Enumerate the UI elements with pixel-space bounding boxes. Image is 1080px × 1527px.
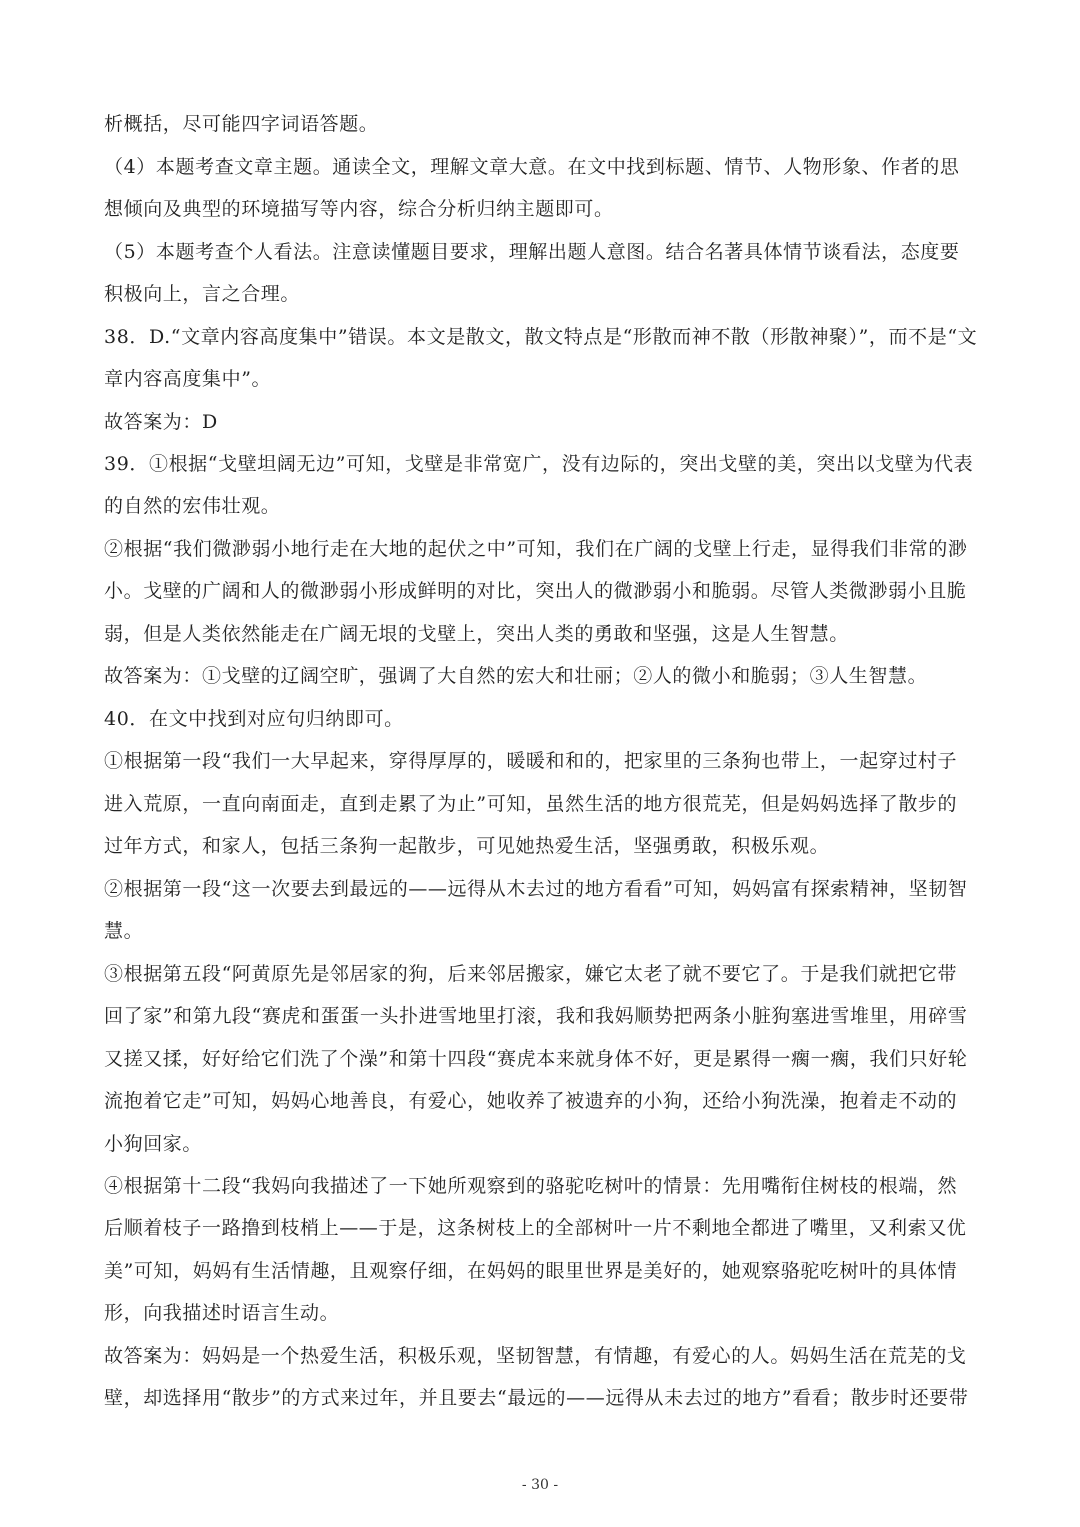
text-line: 弱，但是人类依然能走在广阔无垠的戈壁上，突出人类的勇敢和坚强，这是人生智慧。 [104, 623, 849, 645]
text-line: （5）本题考查个人看法。注意读懂题目要求，理解出题人意图。结合名著具体情节谈看法，态度要 [104, 241, 960, 263]
text-line: ②根据第一段“这一次要去到最远的——远得从木去过的地方看看”可知，妈妈富有探索精神，坚韧智 [104, 878, 968, 900]
text-line: 的自然的宏伟壮观。 [104, 495, 281, 517]
text-line: 小狗回家。 [104, 1133, 203, 1155]
page-number: - 30 - [521, 1477, 559, 1493]
text-line: 形，向我描述时语言生动。 [104, 1302, 340, 1324]
text-line: （4）本题考查文章主题。通读全文，理解文章大意。在文中找到标题、情节、人物形象、作者的思 [104, 156, 960, 178]
text-line: 章内容高度集中”。 [104, 368, 272, 390]
text-line: 美”可知，妈妈有生活情趣，且观察仔细，在妈妈的眼里世界是美好的，她观察骆驼吃树叶的具体情 [104, 1260, 958, 1282]
text-line: 流抱着它走”可知，妈妈心地善良，有爱心，她收养了被遗弃的小狗，还给小狗洗澡，抱着走不动的 [104, 1090, 958, 1112]
text-line: 小。戈壁的广阔和人的微渺弱小形成鲜明的对比，突出人的微渺弱小和脆弱。尽管人类微渺弱小且脆 [104, 580, 967, 602]
text-line: ④根据第十二段“我妈向我描述了一下她所观察到的骆驼吃树叶的情景：先用嘴衔住树枝的根端，然 [104, 1175, 958, 1197]
text-line: 积极向上，言之合理。 [104, 283, 301, 305]
text-line: ②根据“我们微渺弱小地行走在大地的起伏之中”可知，我们在广阔的戈壁上行走，显得我们非常的渺 [104, 538, 968, 560]
text-line: 38．D.“文章内容高度集中”错误。本文是散文，散文特点是“形散而神不散（形散神聚）”，而不是“文 [104, 326, 978, 348]
text-line: 39．①根据“戈壁坦阔无边”可知，戈壁是非常宽广，没有边际的，突出戈壁的美，突出以戈壁为代表 [104, 453, 974, 475]
text-line: 想倾向及典型的环境描写等内容，综合分析归纳主题即可。 [104, 198, 614, 220]
text-line: 后顺着枝子一路撸到枝梢上——于是，这条树枝上的全部树叶一片不剩地全都进了嘴里，又利索又优 [104, 1217, 967, 1239]
text-line: 过年方式，和家人，包括三条狗一起散步，可见她热爱生活，坚强勇敢，积极乐观。 [104, 835, 830, 857]
text-line: 析概括，尽可能四字词语答题。 [104, 113, 379, 135]
text-line: 又搓又揉，好好给它们洗了个澡”和第十四段“赛虎本来就身体不好，更是累得一瘸一瘸，我们只好轮 [104, 1048, 968, 1070]
text-line: 慧。 [104, 920, 144, 942]
text-line: 故答案为：妈妈是一个热爱生活，积极乐观，坚韧智慧，有情趣，有爱心的人。妈妈生活在荒芜的戈 [104, 1345, 967, 1367]
text-line: ①根据第一段“我们一大早起来，穿得厚厚的，暖暖和和的，把家里的三条狗也带上，一起穿过村子 [104, 750, 958, 772]
text-line: 故答案为：①戈壁的辽阔空旷，强调了大自然的宏大和壮丽；②人的微小和脆弱；③人生智慧。 [104, 665, 928, 687]
text-line: 故答案为：D [104, 411, 218, 433]
text-line: 40．在文中找到对应句归纳即可。 [104, 708, 404, 730]
text-line: 回了家”和第九段“赛虎和蛋蛋一头扑进雪地里打滚，我和我妈顺势把两条小脏狗塞进雪堆里，用碎雪 [104, 1005, 968, 1027]
text-line: 壁，却选择用“散步”的方式来过年，并且要去“最远的——远得从未去过的地方”看看；散步时还要带 [104, 1387, 969, 1409]
text-line: ③根据第五段“阿黄原先是邻居家的狗，后来邻居搬家，嫌它太老了就不要它了。于是我们就把它带 [104, 963, 958, 985]
text-line: 进入荒原，一直向南面走，直到走累了为止”可知，虽然生活的地方很荒芜，但是妈妈选择了散步的 [104, 793, 958, 815]
